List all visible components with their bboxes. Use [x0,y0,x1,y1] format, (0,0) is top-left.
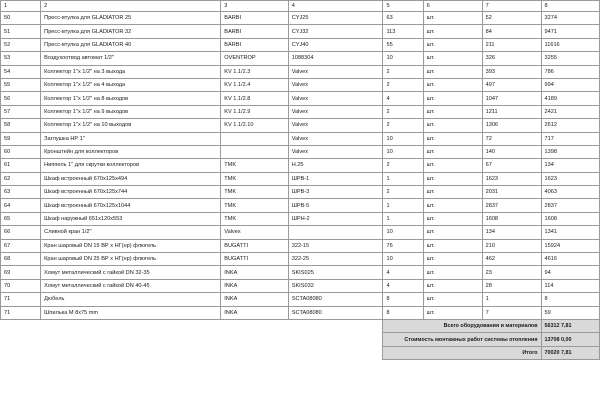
row-number-cell: 55 [1,78,41,91]
row-number-cell: 53 [1,52,41,65]
unit-cell: шт. [423,52,482,65]
unit-cell: 6 [423,1,482,12]
brand-cell: 3 [221,1,288,12]
brand-cell: KV 1.1/2.9 [221,105,288,118]
table-row [1,119,600,132]
summary-value: 13708 0,00 [541,333,599,346]
unit-cell: шт. [423,279,482,292]
row-number-cell: 64 [1,199,41,212]
table-row [1,145,600,158]
quantity-cell: 2 [383,105,423,118]
brand-cell: INKA [221,266,288,279]
item-name-cell: Пресс-втулка для GLADIATOR 40 [41,38,221,51]
unit-price-cell: 497 [482,78,541,91]
quantity-cell: 5 [383,1,423,12]
table-header-row [1,1,600,12]
item-name-cell: Коллектор 1"х 1/2" на 10 выходов [41,119,221,132]
brand-cell [221,145,288,158]
quantity-cell: 8 [383,306,423,319]
article-cell: Valvex [288,119,383,132]
summary-label: Всего оборудования и материалов [383,319,541,332]
total-cell: 2837 [541,199,599,212]
unit-cell: шт. [423,132,482,145]
row-number-cell: 51 [1,25,41,38]
item-name-cell: Шкаф встроенный 670х125х1044 [41,199,221,212]
article-cell: Valvex [288,65,383,78]
article-cell: Valvex [288,92,383,105]
article-cell: CYJ25 [288,12,383,25]
quantity-cell: 10 [383,132,423,145]
row-number-cell: 61 [1,159,41,172]
summary-spacer [1,346,383,359]
unit-cell: шт. [423,78,482,91]
total-cell: 2421 [541,105,599,118]
unit-price-cell: 7 [482,306,541,319]
brand-cell: TMK [221,159,288,172]
row-number-cell: 71 [1,293,41,306]
item-name-cell: Заглушка НР 1" [41,132,221,145]
quantity-cell: 10 [383,52,423,65]
article-cell: CYJ32 [288,25,383,38]
unit-price-cell: 2837 [482,199,541,212]
quantity-cell: 4 [383,266,423,279]
table-row [1,239,600,252]
unit-price-cell: 28 [482,279,541,292]
unit-cell: шт. [423,253,482,266]
brand-cell: BARBI [221,12,288,25]
row-number-cell: 59 [1,132,41,145]
brand-cell: KV 1.1/2.3 [221,65,288,78]
unit-price-cell: 1306 [482,119,541,132]
unit-price-cell: 326 [482,52,541,65]
unit-cell: шт. [423,65,482,78]
unit-price-cell: 462 [482,253,541,266]
brand-cell: BUGATTI [221,253,288,266]
unit-cell: шт. [423,159,482,172]
total-cell: 994 [541,78,599,91]
article-cell: SCTA08080 [288,306,383,319]
unit-price-cell: 210 [482,239,541,252]
item-name-cell: Кран шаровый DN 25 ВР х НГ(нр) флюгель [41,253,221,266]
quantity-cell: 4 [383,92,423,105]
table-row [1,78,600,91]
unit-cell: шт. [423,119,482,132]
row-number-cell: 58 [1,119,41,132]
summary-spacer [1,319,383,332]
item-name-cell: Шкаф встроенный 670х125х494 [41,172,221,185]
summary-label: Стоимость монтажных работ системы отопления [383,333,541,346]
unit-price-cell: 393 [482,65,541,78]
unit-cell: шт. [423,186,482,199]
row-number-cell: 54 [1,65,41,78]
table-row [1,105,600,118]
table-row [1,186,600,199]
quantity-cell: 10 [383,145,423,158]
table-row [1,212,600,225]
total-cell: 3255 [541,52,599,65]
item-name-cell: Коллектор 1"х 1/2" на 8 выходов [41,92,221,105]
article-cell: H.25 [288,159,383,172]
table-row [1,266,600,279]
article-cell: 322-15 [288,239,383,252]
brand-cell: Valvex [221,226,288,239]
table-row [1,132,600,145]
table-row [1,159,600,172]
item-name-cell: Шкаф наружный 651х120х553 [41,212,221,225]
total-cell: 3274 [541,12,599,25]
unit-price-cell: 1 [482,293,541,306]
unit-cell: шт. [423,92,482,105]
unit-price-cell: 140 [482,145,541,158]
unit-price-cell: 1608 [482,212,541,225]
item-name-cell: Воздухоотвод автомат 1/2" [41,52,221,65]
quantity-cell: 2 [383,78,423,91]
item-name-cell: Шпилька М 8х75 mm [41,306,221,319]
item-name-cell: Кронштейн для коллекторов [41,145,221,158]
table-row [1,92,600,105]
summary-row [1,319,600,332]
brand-cell: INKA [221,306,288,319]
unit-price-cell: 23 [482,266,541,279]
total-cell: 94 [541,266,599,279]
article-cell: ШРВ-5 [288,199,383,212]
item-name-cell: Шкаф встроенный 670х125х744 [41,186,221,199]
brand-cell: TMK [221,172,288,185]
row-number-cell: 56 [1,92,41,105]
unit-cell: шт. [423,199,482,212]
summary-value: 70020 7,81 [541,346,599,359]
row-number-cell: 60 [1,145,41,158]
article-cell: ШРВ-3 [288,186,383,199]
unit-price-cell: 7 [482,1,541,12]
unit-cell: шт. [423,306,482,319]
brand-cell: TMK [221,186,288,199]
table-row [1,172,600,185]
brand-cell: KV 1.1/2.10 [221,119,288,132]
total-cell: 1608 [541,212,599,225]
row-number-cell: 66 [1,226,41,239]
summary-spacer [1,333,383,346]
summary-value: 56312 7,81 [541,319,599,332]
article-cell: CYJ40 [288,38,383,51]
item-name-cell: Пресс-втулка для GLADIATOR 25 [41,12,221,25]
table-row [1,279,600,292]
quantity-cell: 113 [383,25,423,38]
row-number-cell: 62 [1,172,41,185]
item-name-cell: Коллектор 1"х 1/2" на 3 выхода [41,65,221,78]
total-cell: 134 [541,159,599,172]
unit-cell: шт. [423,212,482,225]
table-row [1,293,600,306]
unit-price-cell: 67 [482,159,541,172]
row-number-cell: 69 [1,266,41,279]
article-cell: 1088304 [288,52,383,65]
unit-price-cell: 72 [482,132,541,145]
article-cell: Valvex [288,145,383,158]
unit-price-cell: 2031 [482,186,541,199]
brand-cell: KV 1.1/2.8 [221,92,288,105]
article-cell: Valvex [288,78,383,91]
article-cell: ШРН-2 [288,212,383,225]
article-cell: Valvex [288,132,383,145]
brand-cell: BARBI [221,25,288,38]
unit-price-cell: 84 [482,25,541,38]
article-cell: 322-25 [288,253,383,266]
row-number-cell: 71 [1,306,41,319]
row-number-cell: 70 [1,279,41,292]
unit-price-cell: 1623 [482,172,541,185]
item-name-cell: Дюбель [41,293,221,306]
unit-cell: шт. [423,226,482,239]
brand-cell: KV 1.1/2.4 [221,78,288,91]
quantity-cell: 1 [383,172,423,185]
article-cell: SKIS025 [288,266,383,279]
summary-row [1,346,600,359]
unit-price-cell: 1047 [482,92,541,105]
brand-cell: INKA [221,293,288,306]
unit-cell: шт. [423,266,482,279]
item-name-cell: Хомут металлический с гайкой DN 40-45 [41,279,221,292]
total-cell: 11616 [541,38,599,51]
table-row [1,25,600,38]
table-row [1,253,600,266]
item-name-cell: Сливной кран 1/2" [41,226,221,239]
item-name-cell: Коллектор 1"х 1/2" на 4 выхода [41,78,221,91]
total-cell: 4189 [541,92,599,105]
quantity-cell: 55 [383,38,423,51]
unit-cell: шт. [423,145,482,158]
quantity-cell: 10 [383,253,423,266]
unit-price-cell: 1211 [482,105,541,118]
article-cell [288,226,383,239]
quantity-cell: 76 [383,239,423,252]
quantity-cell: 1 [383,212,423,225]
unit-price-cell: 211 [482,38,541,51]
total-cell: 1623 [541,172,599,185]
unit-price-cell: 134 [482,226,541,239]
unit-price-cell: 52 [482,12,541,25]
quantity-cell: 1 [383,199,423,212]
row-number-cell: 57 [1,105,41,118]
quantity-cell: 10 [383,226,423,239]
brand-cell: BUGATTI [221,239,288,252]
item-name-cell: Ниппель 1" для скрутки коллекторов [41,159,221,172]
table-row [1,38,600,51]
total-cell: 114 [541,279,599,292]
quantity-cell: 4 [383,279,423,292]
total-cell: 717 [541,132,599,145]
table-row [1,199,600,212]
total-cell: 1398 [541,145,599,158]
table-row [1,65,600,78]
item-name-cell: Коллектор 1"х 1/2" на 9 выходов [41,105,221,118]
table-row [1,226,600,239]
summary-row [1,333,600,346]
item-name-cell: Кран шаровый DN 15 ВР х НГ(нр) флюгель [41,239,221,252]
item-name-cell: Хомут металлический с гайкой DN 32-35 [41,266,221,279]
quantity-cell: 2 [383,119,423,132]
total-cell: 8 [541,1,599,12]
brand-cell: TMK [221,199,288,212]
unit-cell: шт. [423,293,482,306]
brand-cell [221,132,288,145]
total-cell: 4616 [541,253,599,266]
row-number-cell: 65 [1,212,41,225]
brand-cell: INKA [221,279,288,292]
unit-cell: шт. [423,12,482,25]
total-cell: 15924 [541,239,599,252]
table-row [1,52,600,65]
total-cell: 59 [541,306,599,319]
article-cell: 4 [288,1,383,12]
row-number-cell: 50 [1,12,41,25]
article-cell: ШРВ-1 [288,172,383,185]
brand-cell: BARBI [221,38,288,51]
quantity-cell: 2 [383,159,423,172]
quantity-cell: 2 [383,65,423,78]
item-name-cell: Пресс-втулка для GLADIATOR 32 [41,25,221,38]
summary-label: Итого [383,346,541,359]
quantity-cell: 63 [383,12,423,25]
brand-cell: TMK [221,212,288,225]
total-cell: 2612 [541,119,599,132]
total-cell: 1341 [541,226,599,239]
unit-cell: шт. [423,172,482,185]
total-cell: 4063 [541,186,599,199]
total-cell: 9471 [541,25,599,38]
quantity-cell: 8 [383,293,423,306]
total-cell: 8 [541,293,599,306]
brand-cell: OVENTROP [221,52,288,65]
row-number-cell: 68 [1,253,41,266]
table-row [1,12,600,25]
article-cell: SCTA08080 [288,293,383,306]
quantity-cell: 2 [383,186,423,199]
article-cell: Valvex [288,105,383,118]
row-number-cell: 67 [1,239,41,252]
row-number-cell: 1 [1,1,41,12]
unit-cell: шт. [423,25,482,38]
total-cell: 786 [541,65,599,78]
unit-cell: шт. [423,239,482,252]
unit-cell: шт. [423,38,482,51]
row-number-cell: 52 [1,38,41,51]
table-row [1,306,600,319]
unit-cell: шт. [423,105,482,118]
row-number-cell: 63 [1,186,41,199]
article-cell: SKIS032 [288,279,383,292]
item-name-cell: 2 [41,1,221,12]
